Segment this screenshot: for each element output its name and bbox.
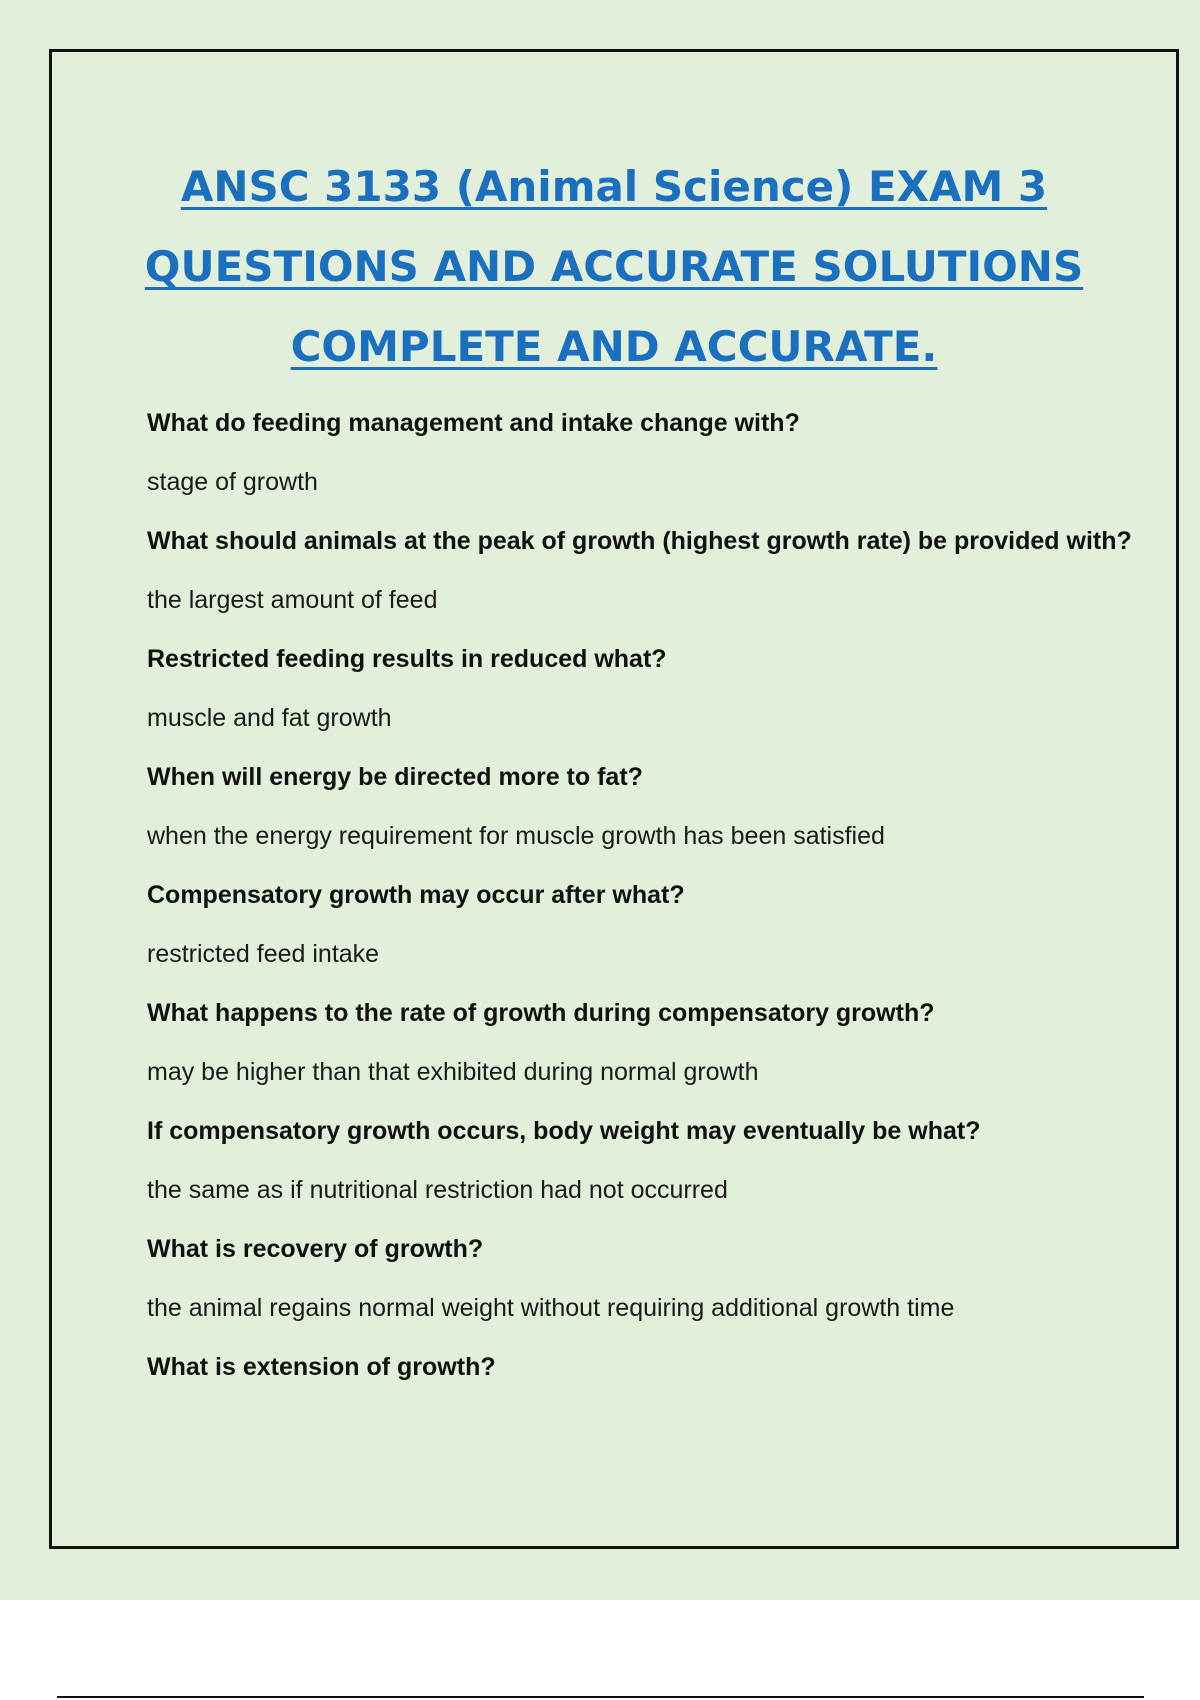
content-frame bbox=[49, 49, 1179, 1549]
title-line-3: COMPLETE AND ACCURATE. bbox=[290, 322, 938, 371]
answer-3: muscle and fat growth bbox=[147, 704, 392, 732]
question-4: When will energy be directed more to fat? bbox=[147, 763, 643, 791]
question-2: What should animals at the peak of growth (highest growth rate) be provided with? bbox=[147, 527, 1132, 555]
question-9: What is extension of growth? bbox=[147, 1353, 496, 1381]
title-line-1: ANSC 3133 (Animal Science) EXAM 3 bbox=[180, 162, 1048, 211]
answer-8: the animal regains normal weight without requiring additional growth time bbox=[147, 1294, 955, 1322]
question-6: What happens to the rate of growth during compensatory growth? bbox=[147, 999, 935, 1027]
document-title bbox=[52, 147, 1176, 387]
answer-4: when the energy requirement for muscle growth has been satisfied bbox=[147, 822, 885, 850]
qa-list bbox=[147, 402, 1137, 1405]
answer-2: the largest amount of feed bbox=[147, 586, 438, 614]
question-5: Compensatory growth may occur after what? bbox=[147, 881, 685, 909]
title-line-2: QUESTIONS AND ACCURATE SOLUTIONS bbox=[144, 242, 1084, 291]
answer-7: the same as if nutritional restriction had not occurred bbox=[147, 1176, 728, 1204]
answer-5: restricted feed intake bbox=[147, 940, 380, 968]
question-3: Restricted feeding results in reduced what? bbox=[147, 645, 667, 673]
page-divider bbox=[57, 1696, 1144, 1698]
answer-6: may be higher than that exhibited during normal growth bbox=[147, 1058, 759, 1086]
question-8: What is recovery of growth? bbox=[147, 1235, 484, 1263]
answer-1: stage of growth bbox=[147, 468, 318, 496]
question-1: What do feeding management and intake change with? bbox=[147, 409, 800, 437]
question-7: If compensatory growth occurs, body weight may eventually be what? bbox=[147, 1117, 981, 1145]
